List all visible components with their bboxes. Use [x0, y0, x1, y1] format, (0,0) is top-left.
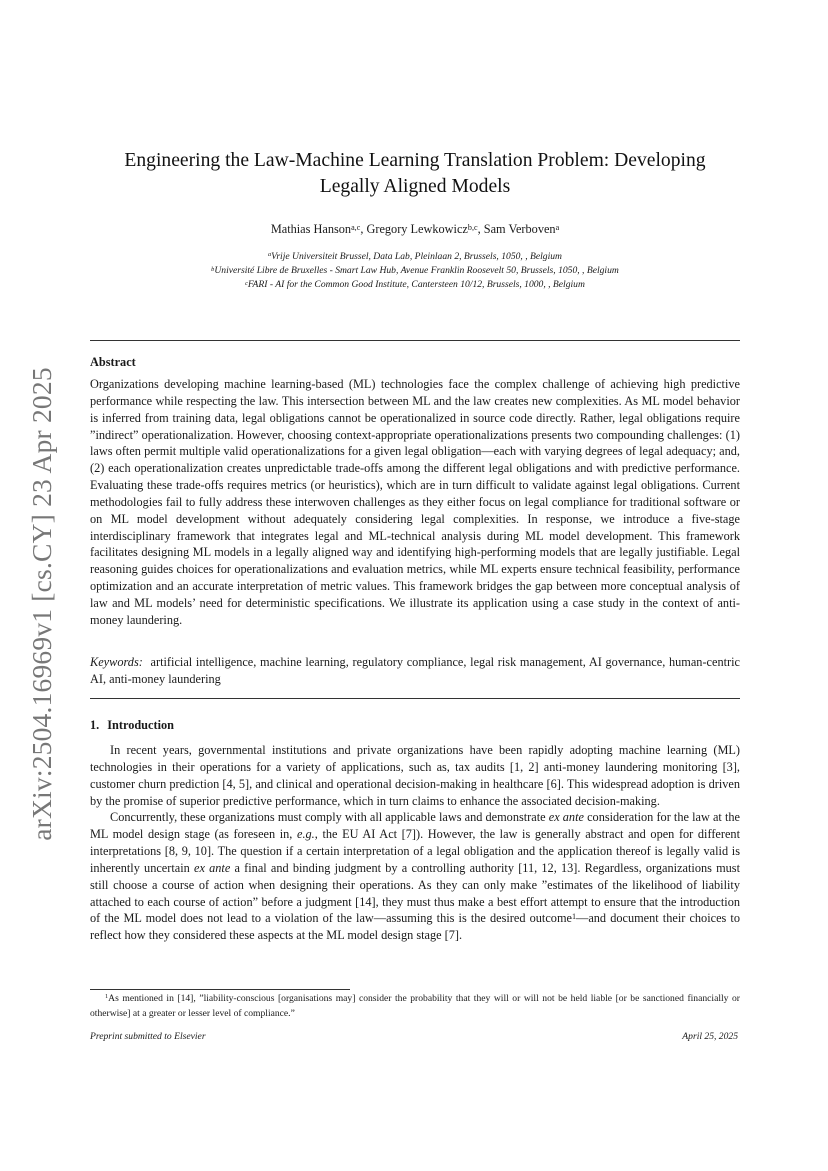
title-line-1: Engineering the Law-Machine Learning Translation Problem: Developing — [124, 150, 706, 171]
footnote — [90, 992, 740, 1021]
section-heading — [90, 718, 174, 733]
author-affil-mark: a,c — [351, 222, 361, 232]
section-number: 1. — [90, 718, 100, 732]
introduction-body — [90, 742, 740, 944]
affiliation-text: Vrije Universiteit Brussel, Data Lab, Pleinlaan 2, Brussels, 1050, , Belgium — [271, 251, 562, 262]
keywords-label: Keywords: — [90, 655, 143, 669]
abstract-top-divider — [90, 340, 740, 341]
affiliation-text: Université Libre de Bruxelles - Smart Law Hub, Avenue Franklin Roosevelt 50, Brussels, 1050, , Belgium — [214, 265, 619, 277]
author-list: Mathias Hanson$^{a,c}$, Gregory Lewkowicz$^{b,c}$, Sam Verboven$^a$ — [270, 222, 560, 236]
footnote-mark: 1 — [105, 993, 109, 1001]
affiliation-key: b — [211, 265, 215, 273]
arxiv-identifier-sidebar — [22, 358, 62, 850]
affiliation-key: c — [245, 279, 248, 287]
abstract-body: Organizations developing machine learning-based (ML) technologies face the complex challenge of achieving high predictive performance while respecting the law. This intersection between ML and the law creates new complexities. As ML model behavior is inferred from training data, legal obligations cannot be operationalized in source code directly. Rather, legal obligations require ”indirect” operationalization. However, choosing context-appropriate operationalizations presents two compounding challenges: (1) laws often permit multiple valid operationalizations for a given legal obligation—each with varying degrees of legal adequacy; and, (2) each operationalization creates unpredictable trade-offs among the different legal obligations and with predictive performance. Evaluating these trade-offs requires metrics (or heuristics), which are in turn difficult to validate against legal obligations. Current methodologies fail to fully address these interwoven challenges as they either focus on legal compliance for traditional software or on ML model development without adequately considering legal complexities. In response, we introduce a five-stage interdisciplinary framework that integrates legal and ML-technical analysis during ML model development. This framework facilitates designing ML models in a legally aligned way and identifying high-performing models that are legally justifiable. Legal reasoning guides choices for operationalizations and evaluation metrics, while ML experts ensure technical feasibility, performance optimization and an accurate interpretation of metric values. This framework bridges the gap between more conceptual analysis of law and ML models’ need for deterministic specifications. We illustrate its application using a case study in the context of anti-money laundering. — [90, 377, 740, 627]
title-line-2: Legally Aligned Models — [319, 176, 511, 197]
affiliation-key: a — [268, 251, 272, 259]
text-run: , the EU AI Act [7]). However, the law is generally abstract and open for different interpretations [8, 9, 10]. The question if a certain interpretation of a legal obligation and the application thereof is legally valid is inherently uncertain — [90, 827, 740, 875]
affiliation-item — [90, 278, 740, 292]
affiliation-text: FARI - AI for the Common Good Institute, Cantersteen 10/12, Brussels, 1000, , Belgium — [247, 279, 585, 291]
footnote-divider — [90, 989, 350, 990]
author-affil-mark: a — [555, 222, 560, 232]
emphasis-text: e.g. — [297, 827, 315, 842]
abstract-bottom-divider — [90, 698, 740, 699]
author-name: Mathias Hanson — [270, 222, 352, 236]
affiliation-item — [90, 264, 740, 278]
arxiv-identifier: arXiv:2504.16969v1 [cs.CY] 23 Apr 2025 — [26, 367, 57, 841]
author-name: Sam Verboven — [483, 222, 556, 236]
affiliation-item — [90, 250, 740, 264]
section-title: Introduction — [107, 718, 174, 732]
footnote-text: As mentioned in [14], ”liability-conscious [organisations may] consider the probability that they will or will not be held liable [or be sanctioned financially or otherwise] at a greater or lesser level of compliance.” — [90, 993, 740, 1019]
emphasis-text: ex ante — [194, 860, 231, 875]
keywords-text: artificial intelligence, machine learning, regulatory compliance, legal risk management, AI governance, human-centric AI, anti-money laundering — [90, 655, 740, 686]
keywords — [90, 654, 740, 688]
text-run: a final and binding judgment by a controlling authority [11, 12, 13]. Regardless, organizations must still choose a course of action when designing their operations. As they can only make ”estimates of the likelihood of liability attached to each course of action” before a judgment [14], they must thus make a best effort attempt to ensure that the introduction of the ML model does not lead to a violation of the law—assuming this is the desired outcome — [90, 860, 741, 926]
affiliation-list — [90, 250, 740, 293]
text-run: Concurrently, these organizations must comply with all applicable laws and demonstrate — [110, 810, 549, 825]
author-affil-mark: b,c — [467, 222, 478, 232]
emphasis-text: ex ante — [548, 810, 584, 825]
paper-title — [90, 148, 740, 200]
intro-paragraph-2 — [90, 809, 740, 944]
intro-paragraph-1: In recent years, governmental institutions and private organizations have been rapidly adopting machine learning (ML) technologies in their operations for a variety of applications, such as, tax audits [1, 2] anti-money laundering monitoring [3], customer churn prediction [4, 5], and clinical and operational decision-making in healthcare [6]. This widespread adoption is driven by the promise of superior predictive performance, which in turn claims to enhance the associated decision-making. — [90, 743, 740, 808]
author-name: Gregory Lewkowicz — [366, 222, 468, 236]
footer-date: April 25, 2025 — [682, 1031, 738, 1042]
text-run: consideration for the law at the ML model design stage (as foreseen in, — [90, 810, 740, 842]
abstract-heading: Abstract — [90, 355, 136, 369]
footnote-reference[interactable]: 1 — [571, 912, 577, 922]
footer-submission-note: Preprint submitted to Elsevier — [90, 1031, 206, 1042]
text-run: —and document their choices to reflect how they considered these aspects at the ML model design stage [7]. — [90, 911, 740, 943]
